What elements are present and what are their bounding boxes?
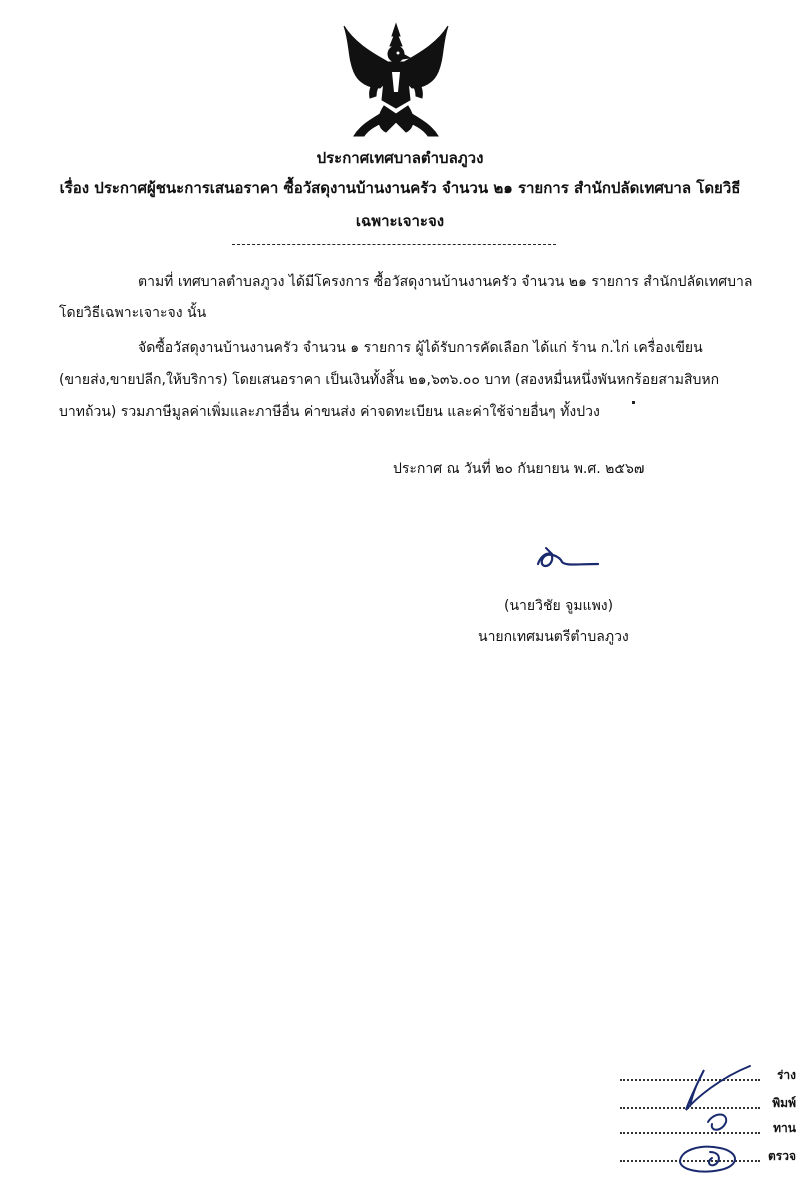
paragraph-2-line-3: บาทถ้วน) รวมภาษีมูลค่าเพิ่มและภาษีอื่น ค่าขนส่ง ค่าจดทะเบียน และค่าใช้จ่ายอื่นๆ ทั้งปวง bbox=[59, 404, 600, 420]
document-title: ประกาศเทศบาลตำบลภูวง bbox=[316, 149, 484, 167]
paragraph-2-line-1: จัดซื้อวัสดุงานบ้านงานครัว จำนวน ๑ รายการ ผู้ได้รับการคัดเลือก ได้แก่ ร้าน ก.ไก่ เครื่องเขียน bbox=[138, 340, 703, 356]
handwritten-initials bbox=[660, 1058, 770, 1178]
signatory-name: (นายวิชัย จูมแพง) bbox=[504, 598, 614, 614]
approval-label: ร่าง bbox=[776, 1068, 796, 1082]
approval-label: พิมพ์ bbox=[772, 1096, 796, 1110]
subject-line: เรื่อง ประกาศผู้ชนะการเสนอราคา ซื้อวัสดุงานบ้านงานครัว จำนวน ๒๑ รายการ สำนักปลัดเทศบาล โดยวิธี bbox=[59, 179, 741, 197]
paragraph-2-line-2: (ขายส่ง,ขายปลีก,ให้บริการ) โดยเสนอราคา เป็นเงินทั้งสิ้น ๒๑,๖๓๖.๐๐ บาท (สองหมื่นหนึ่งพันหกร้อยสามสิบหก bbox=[59, 372, 720, 388]
paragraph-1-line-1: ตามที่ เทศบาลตำบลภูวง ได้มีโครงการ ซื้อวัสดุงานบ้านงานครัว จำนวน ๒๑ รายการ สำนักปลัดเทศบาล bbox=[138, 274, 753, 290]
signature-mark bbox=[532, 544, 602, 574]
signatory-title: นายกเทศมนตรีตำบลภูวง bbox=[478, 629, 629, 645]
announcement-date: ประกาศ ณ วันที่ ๒๐ กันยายน พ.ศ. ๒๕๖๗ bbox=[393, 461, 645, 477]
paragraph-1-line-2: โดยวิธีเฉพาะเจาะจง นั้น bbox=[59, 305, 207, 321]
approval-label: ตรวจ bbox=[767, 1149, 796, 1163]
garuda-emblem-icon bbox=[340, 22, 452, 142]
ink-speck bbox=[632, 401, 635, 404]
approval-label: ทาน bbox=[773, 1121, 796, 1135]
subject-line-continued: เฉพาะเจาะจง bbox=[355, 212, 445, 230]
title-divider bbox=[232, 244, 556, 245]
